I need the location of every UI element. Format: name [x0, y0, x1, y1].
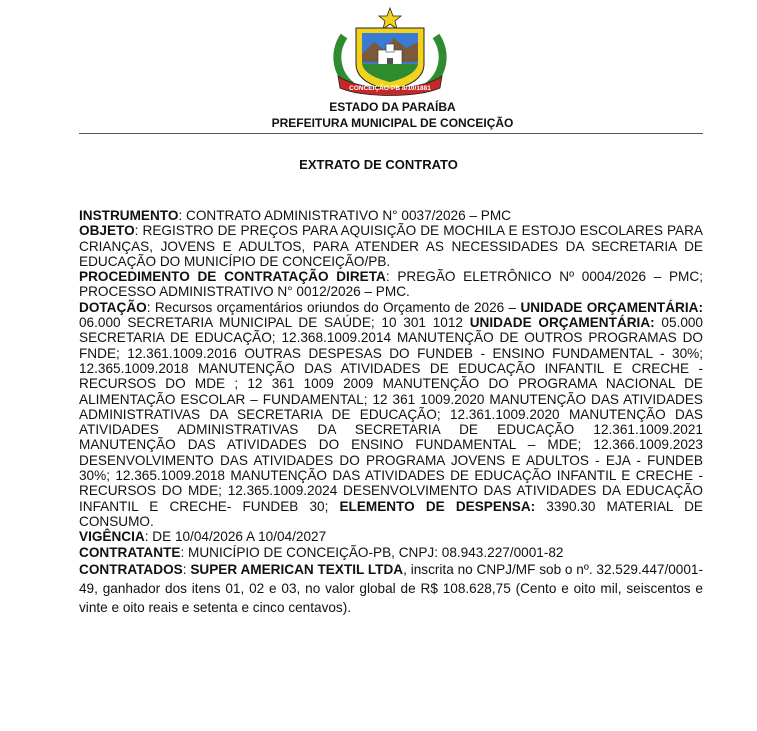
prefeitura-name: PREFEITURA MUNICIPAL DE CONCEIÇÃO — [271, 116, 514, 130]
instrumento-paragraph: INSTRUMENTO: CONTRATO ADMINISTRATIVO N° 0037/2026 – PMC — [79, 208, 511, 223]
elemento-despensa-label: ELEMENTO DE DESPENSA: — [339, 498, 536, 514]
svg-text:CONCEIÇÃO-PB 8/10/1881: CONCEIÇÃO-PB 8/10/1881 — [349, 85, 431, 92]
contract-body — [79, 208, 703, 617]
contratados-value: , inscrita no CNPJ/MF sob o nº. 32.529.447/0001-49, ganhador dos itens 01, 02 e 03, no valor global de R$ 108.628,75 (Cento e oito mil, seiscentos e vinte e oito reais e setenta e cinco centavos). — [79, 561, 703, 615]
procedimento-paragraph: PROCEDIMENTO DE CONTRATAÇÃO DIRETA: PREGÃO ELETRÔNICO Nº 0004/2026 – PMC; PROCESSO ADMINISTRATIVO N° 0012/2026 – PMC. — [79, 269, 703, 300]
unidade-orcamentaria-label: UNIDADE ORÇAMENTÁRIA: — [520, 299, 703, 315]
vigencia-paragraph: VIGÊNCIA: DE 10/04/2026 A 10/04/2027 — [79, 529, 327, 545]
dotacao-label: DOTAÇÃO — [79, 299, 147, 315]
unidade-orcamentaria-label: UNIDADE ORÇAMENTÁRIA: — [469, 315, 655, 331]
instrumento-value: CONTRATO ADMINISTRATIVO N° 0037/2026 – PMC — [186, 208, 511, 223]
header-divider — [79, 133, 703, 134]
state-name: ESTADO DA PARAÍBA — [329, 100, 456, 114]
contratante-paragraph: CONTRATANTE: MUNICÍPIO DE CONCEIÇÃO-PB, CNPJ: 08.943.227/0001-82 — [79, 544, 564, 560]
objeto-paragraph: OBJETO: REGISTRO DE PREÇOS PARA AQUISIÇÃO DE MOCHILA E ESTOJO ESCOLARES PARA CRIANÇAS, JOVENS E ADULTOS, PARA ATENDER AS NECESSIDADES DA SECRETARIA DE EDUCAÇÃO DO MUNICÍPIO DE CONCEIÇÃO/PB. — [79, 223, 703, 269]
instrumento-label: INSTRUMENTO — [79, 208, 179, 223]
procedimento-value: PREGÃO ELETRÔNICO Nº 0004/2026 – PMC; PROCESSO ADMINISTRATIVO N° 0012/2026 – PMC. — [79, 269, 703, 300]
contratados-label: CONTRATADOS — [79, 561, 183, 577]
contratados-paragraph: CONTRATADOS: SUPER AMERICAN TEXTIL LTDA, inscrita no CNPJ/MF sob o nº. 32.529.447/0001-49, ganhador dos itens 01, 02 e 03, no valor global de R$ 108.628,75 (Cento e oito mil, seiscentos e vinte e oito reais e setenta e cinco centavos). — [79, 561, 703, 615]
vigencia-label: VIGÊNCIA — [79, 529, 145, 545]
vigencia-value: DE 10/04/2026 A 10/04/2027 — [152, 529, 327, 545]
contratados-company: SUPER AMERICAN TEXTIL LTDA — [190, 561, 404, 577]
objeto-label: OBJETO — [79, 223, 135, 239]
contratante-label: CONTRATANTE — [79, 544, 181, 560]
contratante-value: MUNICÍPIO DE CONCEIÇÃO-PB, CNPJ: 08.943.227/0001-82 — [188, 544, 564, 560]
dotacao-paragraph: DOTAÇÃO: Recursos orçamentários oriundos do Orçamento de 2026 – UNIDADE ORÇAMENTÁRIA: 06.000 SECRETARIA MUNICIPAL DE SAÚDE; 10 301 1012 UNIDADE ORÇAMENTÁRIA: 05.000 SECRETARIA DE EDUCAÇÃO; 12.368.1009.2014 MANUTENÇÃO DE OUTROS PROGRAMAS DO FNDE; 12.361.1009.2016 OUTRAS DESPESAS DO FUNDEB - ENSINO FUNDAMENTAL - 30%; 12.365.1009.2018 MANUTENÇÃO DAS ATIVIDADES DE EDUCAÇÃO INFANTIL E CRECHE - RECURSOS DO MDE ; 12 361 1009 2009 MANUTENÇÃO DO PROGRAMA NACIONAL DE ALIMENTAÇÃO ESCOLAR – FUNDAMENTAL; 12 361 1009.2020 MANUTENÇÃO DAS ATIVIDADES ADMINISTRATIVAS DA SECRETARIA DE EDUCAÇÃO; 12.361.1009.2020 MANUTENÇÃO DAS ATIVIDADES ADMINISTRATIVAS DA SECRETARIA DE EDUCAÇÃO 12.361.1009.2021 MANUTENÇÃO DAS ATIVIDADES DO ENSINO FUNDAMENTAL – MDE; 12.366.1009.2023 DESENVOLVIMENTO DAS ATIVIDADES DO PROGRAMA JOVENS E ADULTOS - EJA - FUNDEB 30%; 12.365.1009.2018 MANUTENÇÃO DAS ATIVIDADES DE EDUCAÇÃO INFANTIL E CRECHE - RECURSOS DO MDE; 12.365.1009.2024 DESENVOLVIMENTO DAS ATIVIDADES DA EDUCAÇÃO INFANTIL E CRECHE- FUNDEB 30; ELEMENTO DE DESPENSA: 3390.30 MATERIAL DE CONSUMO. — [79, 299, 703, 529]
objeto-value: REGISTRO DE PREÇOS PARA AQUISIÇÃO DE MOCHILA E ESTOJO ESCOLARES PARA CRIANÇAS, JOVENS E ADULTOS, PARA ATENDER AS NECESSIDADES DA SECRETARIA DE EDUCAÇÃO DO MUNICÍPIO DE CONCEIÇÃO/PB. — [79, 223, 703, 269]
document-title: EXTRATO DE CONTRATO — [299, 157, 458, 172]
municipal-crest-icon — [330, 6, 450, 98]
star-icon — [379, 8, 401, 29]
procedimento-label: PROCEDIMENTO DE CONTRATAÇÃO DIRETA — [79, 269, 386, 285]
